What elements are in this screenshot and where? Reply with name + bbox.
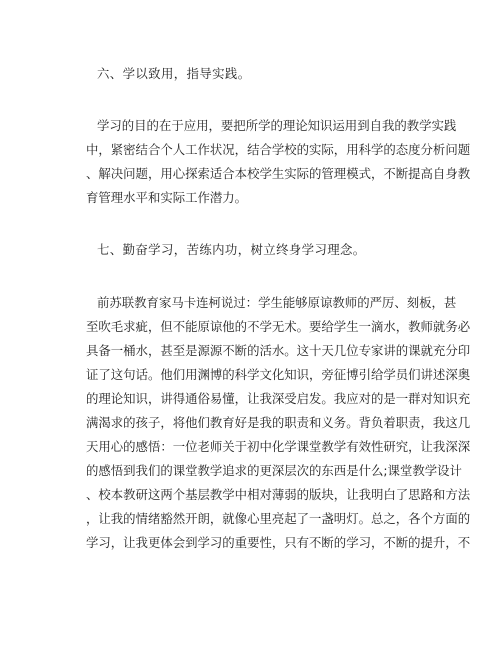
paragraph-line: 、解决问题，用心探索适合本校学生实际的管理模式，不断提高自身教 (86, 166, 471, 181)
section-heading-6: 六、学以致用，指导实践。 (97, 66, 251, 81)
paragraph-line: 至吹毛求疵，但不能原谅他的不学无术。要给学生一滴水，教师就务必 (86, 319, 471, 334)
paragraph-line: 证了这句话。他们用渊博的科学文化知识，旁征博引给学员们讲述深奥 (86, 367, 471, 382)
paragraph-line: 的理论知识，讲得通俗易懂，让我深受启发。我应对的是一群对知识充 (86, 391, 471, 406)
paragraph-line: 天用心的感悟：一位老师关于初中化学课堂教学有效性研究，让我深深 (86, 439, 471, 454)
paragraph-line: 中，紧密结合个人工作状况，结合学校的实际，用科学的态度分析问题 (86, 142, 471, 157)
paragraph-line: 满渴求的孩子，将他们教育好是我的职责和义务。背负着职责，我这几 (86, 415, 471, 430)
paragraph-line: ，让我的情绪豁然开朗，就像心里亮起了一盏明灯。总之，各个方面的 (86, 511, 471, 526)
paragraph-line: 、校本教研这两个基层教学中相对薄弱的版块，让我明白了思路和方法 (86, 487, 471, 502)
paragraph-line: 的感悟到我们的课堂教学追求的更深层次的东西是什么;课堂教学设计 (86, 463, 462, 478)
paragraph-line: 学习的目的在于应用，要把所学的理论知识运用到自我的教学实践 (97, 118, 457, 133)
paragraph-line: 前苏联教育家马卡连柯说过：学生能够原谅教师的严厉、刻板，甚 (97, 295, 457, 310)
section-heading-7: 七、勤奋学习，苦练内功，树立终身学习理念。 (97, 242, 366, 257)
paragraph-line: 学习，让我更体会到学习的重要性，只有不断的学习，不断的提升，不 (86, 535, 471, 550)
paragraph-line: 育管理水平和实际工作潜力。 (86, 190, 248, 205)
paragraph-line: 具备一桶水，甚至是源源不断的活水。这十天几位专家讲的课就充分印 (86, 343, 471, 358)
